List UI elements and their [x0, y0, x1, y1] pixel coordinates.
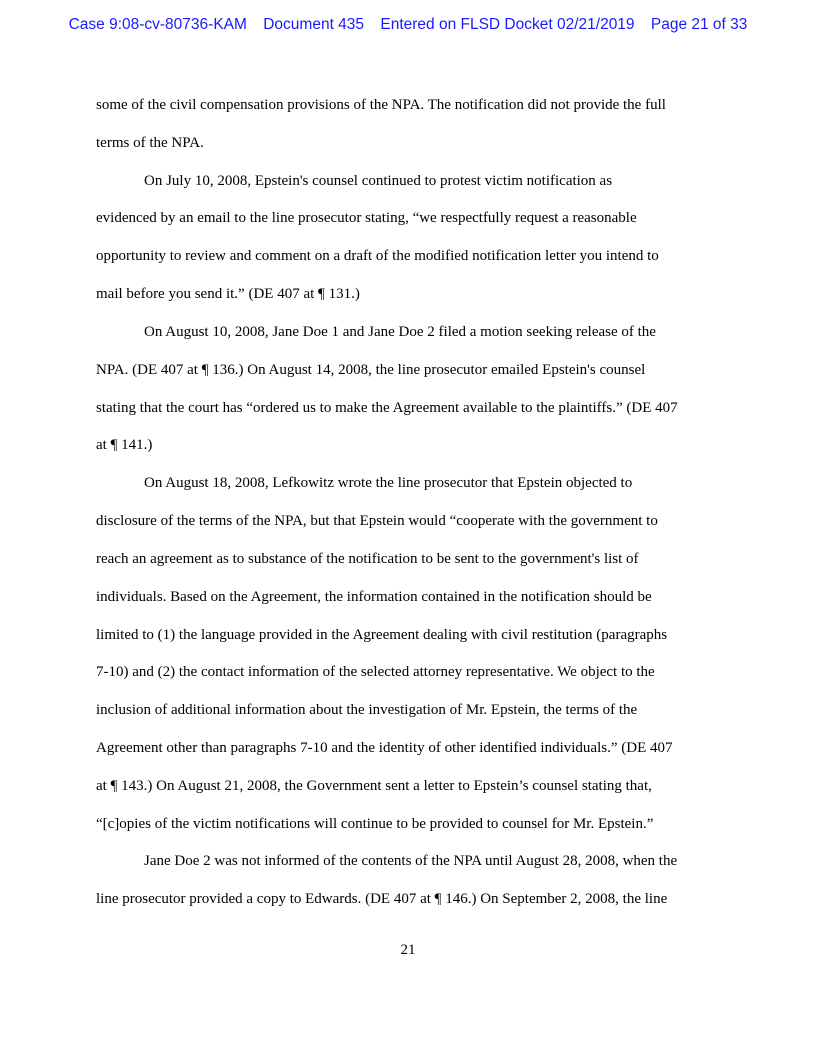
page-indicator: Page 21 of 33 — [650, 16, 748, 33]
text-line: “[c]opies of the victim notifications will continue to be provided to counsel for Mr. Epstein.” — [96, 816, 654, 832]
docket-entry: Entered on FLSD Docket 02/21/2019 — [380, 16, 635, 33]
page-number: 21 — [400, 942, 416, 958]
text-line: at ¶ 141.) — [96, 437, 153, 453]
text-line: terms of the NPA. — [96, 135, 204, 151]
text-line: On July 10, 2008, Epstein's counsel continued to protest victim notification as — [144, 173, 613, 189]
text-line: Agreement other than paragraphs 7-10 and the identity of other identified individuals.” (DE 407 — [96, 740, 673, 756]
text-line: On August 10, 2008, Jane Doe 1 and Jane Doe 2 filed a motion seeking release of the — [144, 324, 656, 340]
text-line: opportunity to review and comment on a draft of the modified notification letter you intend to — [96, 248, 659, 264]
text-line: 7-10) and (2) the contact information of the selected attorney representative. We object to the — [96, 664, 655, 680]
text-line: at ¶ 143.) On August 21, 2008, the Government sent a letter to Epstein’s counsel stating that, — [96, 778, 652, 794]
text-line: NPA. (DE 407 at ¶ 136.) On August 14, 2008, the line prosecutor emailed Epstein's counsel — [96, 362, 646, 378]
text-line: mail before you send it.” (DE 407 at ¶ 131.) — [96, 286, 360, 302]
case-number: Case 9:08-cv-80736-KAM — [68, 16, 247, 33]
text-line: some of the civil compensation provisions of the NPA. The notification did not provide the full — [96, 97, 666, 113]
text-line: individuals. Based on the Agreement, the information contained in the notification should be — [96, 589, 652, 605]
text-line: stating that the court has “ordered us to make the Agreement available to the plaintiffs.” (DE 407 — [96, 400, 678, 416]
text-line: inclusion of additional information about the investigation of Mr. Epstein, the terms of the — [96, 702, 638, 718]
document-number: Document 435 — [263, 16, 365, 33]
text-line: disclosure of the terms of the NPA, but that Epstein would “cooperate with the government to — [96, 513, 658, 529]
text-line: line prosecutor provided a copy to Edwards. (DE 407 at ¶ 146.) On September 2, 2008, the line — [96, 891, 668, 907]
text-line: evidenced by an email to the line prosecutor stating, “we respectfully request a reasonable — [96, 210, 637, 226]
docket-header — [0, 16, 816, 34]
text-line: On August 18, 2008, Lefkowitz wrote the line prosecutor that Epstein objected to — [144, 475, 633, 491]
text-line: limited to (1) the language provided in the Agreement dealing with civil restitution (paragraphs — [96, 627, 668, 643]
text-line: Jane Doe 2 was not informed of the contents of the NPA until August 28, 2008, when the — [144, 853, 678, 869]
text-line: reach an agreement as to substance of the notification to be sent to the government's list of — [96, 551, 639, 567]
